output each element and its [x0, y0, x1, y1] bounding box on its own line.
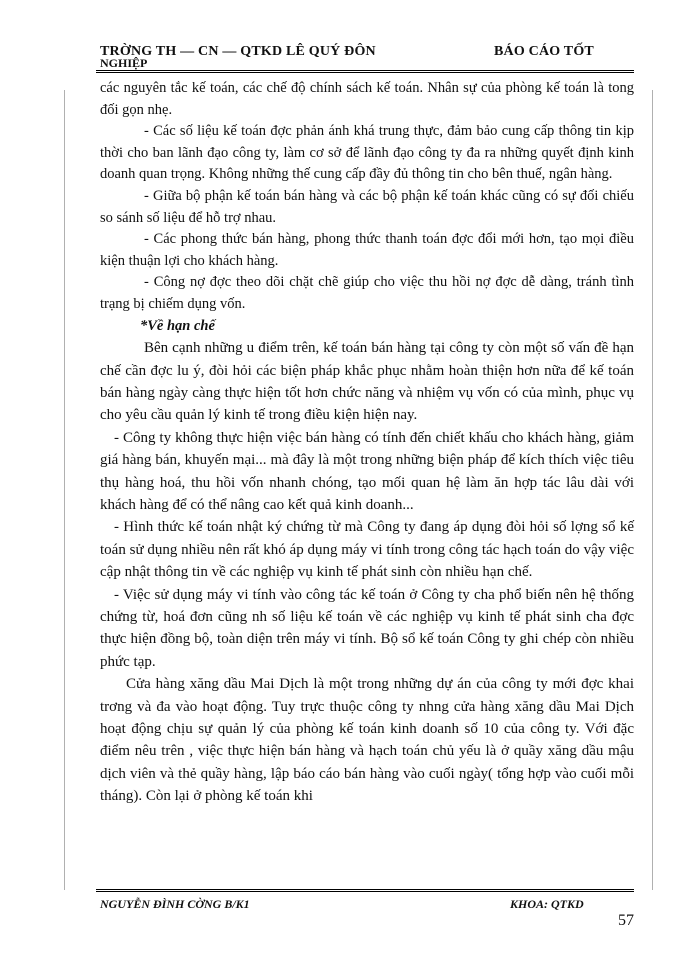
paragraph-continuation: các nguyên tắc kế toán, các chế độ chính sách kế toán. Nhân sự của phòng kế toán là tong đối gọn nhẹ.	[100, 80, 634, 118]
page-body	[100, 78, 634, 808]
header-report-title: BÁO CÁO TỐT	[494, 44, 594, 59]
paragraph-mai-dich-store: Cửa hàng xăng dầu Mai Dịch là một trong những dự án của công ty mới đợc khai trơng và đa vào hoạt động. Tuy trực thuộc công ty nhng cửa hàng xăng dầu Mai Dịch hoạt động chịu sự quản lý của phòng kế toán kinh doanh số 10 của công ty. Với đặc điểm nêu trên , việc thực hiện bán hàng và hạch toán chủ yếu là ở quầy xăng dầu mậu dịch viên và thẻ quầy hàng, lập báo cáo bán hàng vào cuối ngày( tổng hợp vào cuối mỗi tháng). Còn lại ở phòng kế toán khi	[100, 676, 634, 805]
header-rule	[96, 70, 634, 73]
footer-faculty: KHOA: QTKD	[510, 897, 584, 911]
section-heading-limitations: *Về hạn chế	[140, 317, 215, 334]
bullet-sales-methods: - Các phong thức bán hàng, phong thức thanh toán đợc đổi mới hơn, tạo mọi điều kiện thuận lợi cho khách hàng.	[100, 231, 634, 269]
bullet-computer-use: - Việc sử dụng máy vi tính vào công tác kế toán ở Công ty cha phổ biến nên hệ thống chứng từ, hoá đơn cũng nh số liệu kế toán về các nghiệp vụ kinh tế phát sinh cha đợc thực hiện đồng bộ, toàn diện trên máy vi tính. Bộ sổ kế toán Công ty ghi chép còn nhiều phức tạp.	[100, 586, 634, 670]
page-border-right	[652, 90, 653, 890]
bullet-accounting-data: - Các số liệu kế toán đợc phản ánh khá trung thực, đảm bảo cung cấp thông tin kịp thời cho ban lãnh đạo công ty, làm cơ sở để lãnh đạo công ty đa ra những quyết định kinh doanh quan trọng. Không những thế cung cấp đầy đủ thông tin cho bên thuế, ngân hàng.	[100, 123, 634, 183]
footer-rule	[96, 889, 634, 892]
header-school-name: TRỜNG TH — CN — QTKD LÊ QUÝ ĐÔN	[100, 44, 376, 59]
footer-author: NGUYỄN ĐÌNH CỜNG B/K1	[100, 897, 250, 911]
bullet-department-comparison: - Giữa bộ phận kế toán bán hàng và các bộ phận kế toán khác cũng có sự đối chiếu so sánh số liệu để hỗ trợ nhau.	[100, 187, 634, 226]
paragraph-limitations-intro: Bên cạnh những u điểm trên, kế toán bán hàng tại công ty còn một số vấn đề hạn chế cần đợc lu ý, đòi hỏi các biện pháp khắc phục nhằm hoàn thiện hơn nữa để kế toán bán hàng ngày càng thực hiện tốt hơn chức năng và nhiệm vụ vốn có của mình, phục vụ cho yêu cầu quản lý kinh tế trong điều kiện hiện nay.	[100, 340, 634, 424]
page-number: 57	[618, 912, 634, 929]
page-border-left	[64, 90, 65, 890]
bullet-no-discounts: - Công ty không thực hiện việc bán hàng có tính đến chiết khấu cho khách hàng, giảm giá hàng bán, khuyến mại... mà đây là một trong những biện pháp để kích thích việc tiêu thụ hàng hoá, thu hồi vốn nhanh chóng, tạo mối quan hệ làm ăn hợp tác lâu dài với khách hàng để có thể nâng cao kết quả kinh doanh...	[100, 429, 634, 513]
header-report-title-continued: NGHIỆP	[100, 56, 148, 70]
bullet-debt-tracking: - Công nợ đợc theo dõi chặt chẽ giúp cho việc thu hồi nợ đợc dễ dàng, tránh tình trạng bị chiếm dụng vốn.	[100, 274, 634, 312]
bullet-journal-form: - Hình thức kế toán nhật ký chứng từ mà Công ty đang áp dụng đòi hỏi số lợng sổ kế toán sử dụng nhiều nên rất khó áp dụng máy vi tính trong công tác hạch toán do vậy việc cập nhật thông tin về các nghiệp vụ kinh tế phát sinh còn nhiều hạn chế.	[100, 519, 634, 581]
